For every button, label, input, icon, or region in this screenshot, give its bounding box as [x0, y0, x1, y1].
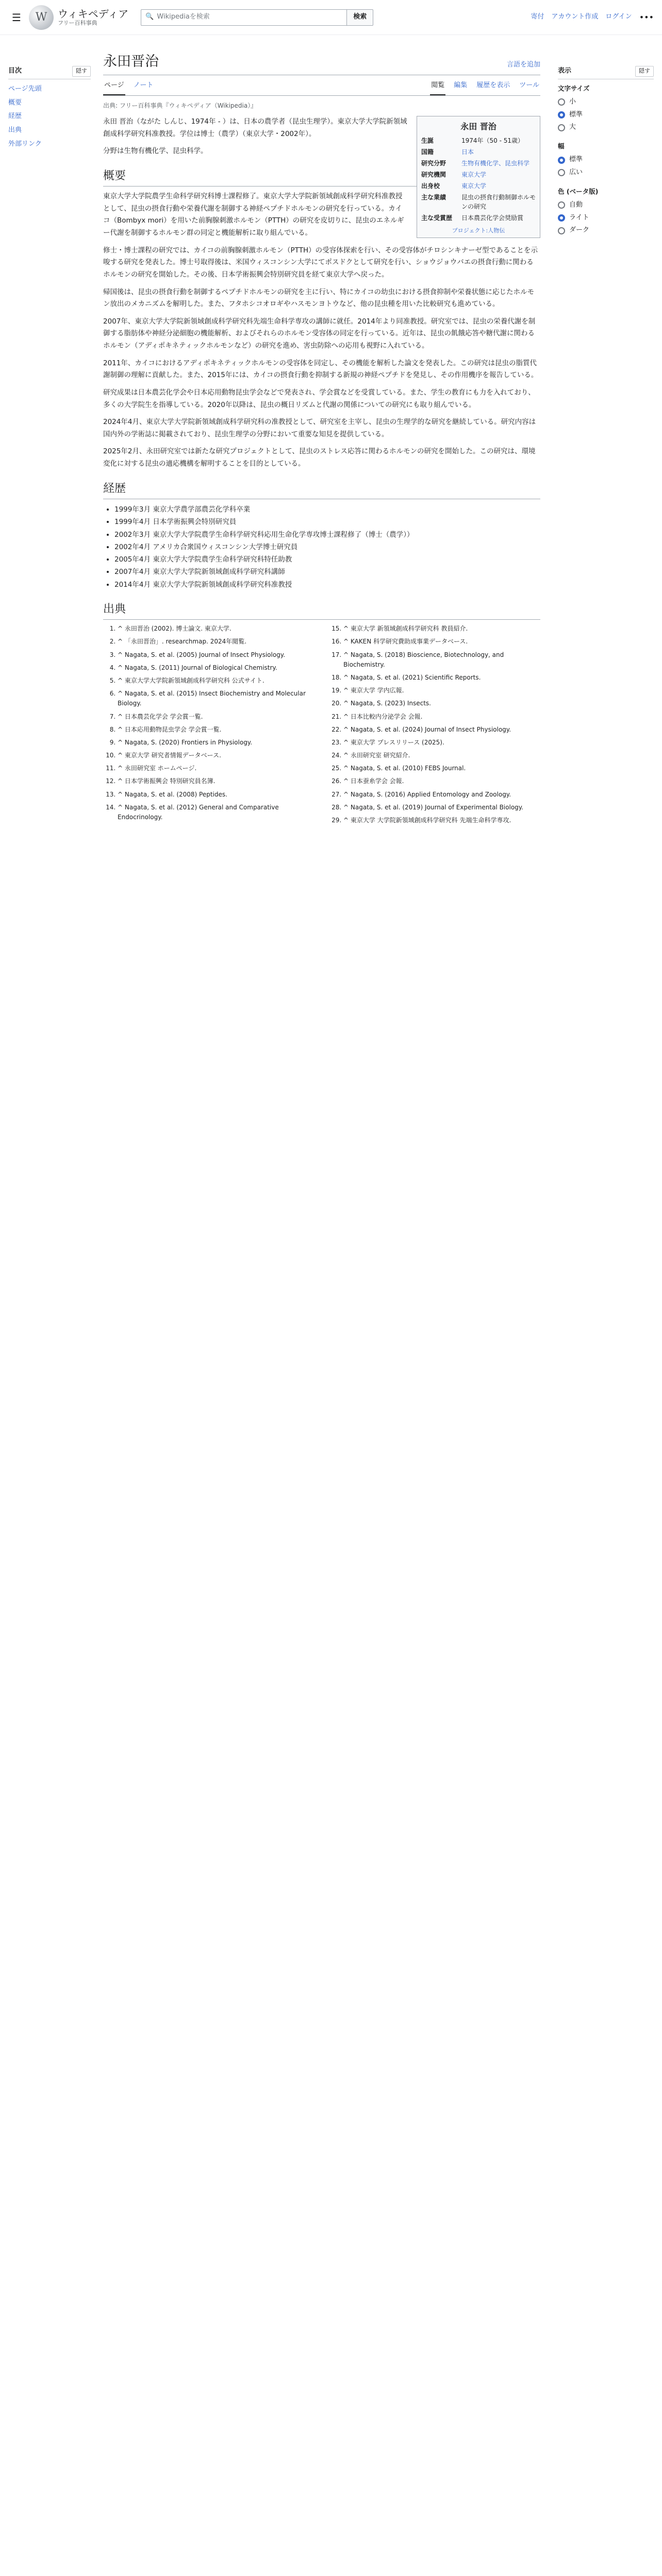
- option-label: 小: [569, 97, 576, 106]
- option-label: 広い: [569, 168, 583, 176]
- reference-item[interactable]: 22. ^ Nagata, S. et al. (2024) Journal of Insect Physiology.: [343, 725, 540, 735]
- toc-item-overview[interactable]: 概要: [8, 98, 22, 107]
- reference-item[interactable]: 19. ^ 東京大学 学内広報.: [343, 686, 540, 696]
- career-list: [114, 503, 540, 591]
- option-label: 標準: [569, 110, 583, 118]
- infobox-title: 永田 晋治: [460, 122, 496, 132]
- body-paragraph: 帰国後は、昆虫の摂食行動を制御するペプチドホルモンの研究を主に行い、特にカイコの幼虫における摂食抑制や栄養状態に応じたホルモン放出のメカニズムを解明した。また、フタホシコオロギやハスモンヨトウなど、他の昆虫種を用いた比較研究も進めている。: [103, 287, 535, 309]
- infobox: [417, 116, 540, 238]
- reference-item[interactable]: 10. ^ 東京大学 研究者情報データベース.: [118, 751, 315, 760]
- infobox-table: [419, 135, 538, 224]
- lead-paragraph-2: 分野は生物有機化学、昆虫科学。: [103, 147, 208, 156]
- body-paragraph: 2011年、カイコにおけるアディポキネティックホルモンの受容体を同定し、その機能を解析した論文を発表した。この研究は昆虫の脂質代謝制御の理解に貢献した。また、2015年には、カイコの摂食行動を抑制する新規の神経ペプチドを発見し、その作用機序を報告している。: [103, 359, 538, 380]
- option-label: 標準: [569, 156, 583, 164]
- color-group: [558, 187, 654, 237]
- search-form: [141, 9, 373, 26]
- logo-wordmark: ウィキペディア: [58, 7, 129, 20]
- add-language-button[interactable]: 言語を追加: [506, 61, 540, 69]
- toc-item-career[interactable]: 経歴: [8, 112, 22, 121]
- reference-item[interactable]: 11. ^ 永田研究室 ホームページ.: [118, 764, 315, 773]
- radio-dot-icon: [558, 201, 565, 209]
- reference-item[interactable]: 6. ^ Nagata, S. et al. (2015) Insect Biochemistry and Molecular Biology.: [118, 689, 315, 708]
- appearance-panel: [551, 35, 654, 827]
- search-input[interactable]: [141, 9, 347, 26]
- infobox-footer-link[interactable]: プロジェクト:人物伝: [452, 227, 505, 234]
- infobox-key: 生誕: [421, 137, 434, 145]
- infobox-row: [419, 212, 538, 224]
- appearance-header: [558, 66, 654, 79]
- section-heading-refs: 出典: [103, 600, 540, 620]
- radio-dot-icon: [558, 98, 565, 106]
- infobox-key: 研究機関: [421, 171, 446, 179]
- reference-item[interactable]: 8. ^ 日本応用動物昆虫学会 学会賞一覧.: [118, 725, 315, 735]
- infobox-key: 主な業績: [421, 194, 446, 201]
- career-item: • 2005年4月 東京大学大学院農学生命科学研究科特任助教: [114, 553, 540, 566]
- infobox-value[interactable]: 生物有機化学、昆虫科学: [461, 160, 530, 167]
- article-main: [91, 35, 551, 827]
- body-paragraph: 2007年、東京大学大学院新領域創成科学研究科先端生命科学専攻の講師に就任。2014年より同准教授。研究室では、昆虫の栄養代謝を制御する脂肪体や神経分泌細胞の機能解析、およびそれらのホルモン受容体の同定を行っている。近年は、昆虫の飢餓応答や糖代謝に関わるホルモン（アディポキネティックホルモンなど）の研究を進め、害虫防除への応用も視野に入れている。: [103, 317, 536, 350]
- toc-hide-button[interactable]: 隠す: [72, 66, 91, 77]
- infobox-value: 1974年（50 - 51歳）: [461, 137, 524, 145]
- career-item: • 2014年4月 東京大学大学院新領域創成科学研究科准教授: [114, 579, 540, 591]
- reference-item[interactable]: 13. ^ Nagata, S. et al. (2008) Peptides.: [118, 790, 315, 800]
- career-item: • 1999年3月 東京大学農学部農芸化学科卒業: [114, 503, 540, 516]
- body-paragraph: 研究成果は日本農芸化学会や日本応用動物昆虫学会などで発表され、学会賞などを受賞している。また、学生の教育にも力を入れており、多くの大学院生を指導している。2020年以降は、昆虫の概日リズムと代謝の関係についての研究にも取り組んでいる。: [103, 388, 535, 409]
- text-size-option[interactable]: [558, 121, 654, 134]
- infobox-key: 主な受賞歴: [421, 214, 453, 222]
- login-link[interactable]: ログイン: [605, 13, 632, 21]
- reference-item[interactable]: 17. ^ Nagata, S. (2018) Bioscience, Biotechnology, and Biochemistry.: [343, 650, 540, 670]
- toc-title: 目次: [8, 67, 22, 75]
- radio-dot-icon: [558, 124, 565, 131]
- reference-item[interactable]: 27. ^ Nagata, S. (2016) Applied Entomology and Zoology.: [343, 790, 540, 800]
- site-logo[interactable]: [29, 5, 128, 30]
- radio-dot-icon: [558, 111, 565, 118]
- text-size-option[interactable]: [558, 96, 654, 109]
- reference-item[interactable]: 9. ^ Nagata, S. (2020) Frontiers in Physiology.: [118, 738, 315, 748]
- infobox-key: 研究分野: [421, 160, 446, 167]
- tab-history[interactable]: 履歴を表示: [476, 81, 510, 90]
- infobox-row: [419, 180, 538, 192]
- reference-item[interactable]: 20. ^ Nagata, S. (2023) Insects.: [343, 699, 540, 708]
- infobox-row: [419, 158, 538, 169]
- reference-item[interactable]: 2. ^ 「永田晋治」. researchmap. 2024年閲覧.: [118, 637, 315, 647]
- reference-item[interactable]: 24. ^ 永田研究室 研究紹介.: [343, 751, 540, 760]
- text-size-group: [558, 83, 654, 134]
- body-paragraph: 修士・博士課程の研究では、カイコの前胸腺刺激ホルモン（PTTH）の受容体探索を行い、その受容体がチロシンキナーゼ型であることを示唆する研究を発表した。博士号取得後は、米国ウィスコンシン大学にてポスドクとして研究を行い、ショウジョウバエの摂食行動に関わるホルモンの研究を開始した。その後、日本学術振興会特別研究員を経て東京大学へ戻った。: [103, 246, 538, 279]
- body-paragraph: 東京大学大学院農学生命科学研究科博士課程修了。東京大学大学院新領域創成科学研究科准教授として、昆虫の摂食行動や栄養代謝を制御する神経ペプチドホルモンの研究を行っている。カイコ（Bombyx mori）を用いた前胸腺刺激ホルモン（PTTH）の研究を皮切りに、昆虫のエネルギー代謝を制御するホルモン群の同定と機能解析に取り組んでいる。: [103, 192, 404, 238]
- reference-item[interactable]: 15. ^ 東京大学 新領域創成科学研究科 教員紹介.: [343, 624, 540, 634]
- infobox-row: [419, 192, 538, 212]
- reference-item[interactable]: 28. ^ Nagata, S. et al. (2019) Journal of Experimental Biology.: [343, 803, 540, 812]
- radio-dot-icon: [558, 157, 565, 164]
- article-content: [103, 116, 540, 827]
- width-option[interactable]: [558, 154, 654, 166]
- lead-paragraph: 永田 晋治（ながた しんじ、1974年 - ）は、日本の農学者（昆虫生理学）。東京大学大学院新領域創成科学研究科准教授。学位は博士（農学）（東京大学・2002年）。: [103, 117, 407, 138]
- article-tabs: [103, 77, 540, 96]
- infobox-value[interactable]: 日本: [461, 148, 474, 156]
- appearance-hide-button[interactable]: 隠す: [635, 66, 654, 77]
- reference-item[interactable]: 1. ^ 永田晋治 (2002). 博士論文. 東京大学.: [118, 624, 315, 634]
- reference-item[interactable]: 21. ^ 日本比較内分泌学会 会報.: [343, 712, 540, 722]
- width-label: 幅: [558, 142, 565, 150]
- infobox-row: [419, 146, 538, 158]
- reference-item[interactable]: 29. ^ 東京大学 大学院新領域創成科学研究科 先端生命科学専攻.: [343, 816, 540, 825]
- option-label: 大: [569, 123, 576, 131]
- reference-item[interactable]: 18. ^ Nagata, S. et al. (2021) Scientific Reports.: [343, 673, 540, 683]
- create-account-link[interactable]: アカウント作成: [551, 13, 599, 21]
- toc-item-top[interactable]: ページ先頭: [8, 84, 42, 93]
- site-header: [0, 0, 662, 35]
- reference-item[interactable]: 26. ^ 日本蚕糸学会 会報.: [343, 776, 540, 786]
- infobox-key: 国籍: [421, 148, 434, 156]
- main-menu-icon[interactable]: ☰: [12, 11, 21, 24]
- reference-item[interactable]: 3. ^ Nagata, S. et al. (2005) Journal of Insect Physiology.: [118, 650, 315, 660]
- text-size-label: 文字サイズ: [558, 84, 590, 92]
- reference-list: [103, 624, 540, 827]
- infobox-key: 出身校: [421, 182, 440, 190]
- reference-item[interactable]: 14. ^ Nagata, S. et al. (2012) General and Comparative Endocrinology.: [118, 803, 315, 822]
- tab-edit[interactable]: 編集: [454, 81, 468, 90]
- width-option[interactable]: [558, 166, 654, 179]
- tab-page[interactable]: ページ: [103, 77, 125, 95]
- donate-link[interactable]: 寄付: [531, 13, 544, 21]
- toc-item-external[interactable]: 外部リンク: [8, 140, 42, 148]
- reference-item[interactable]: 12. ^ 日本学術振興会 特別研究員名簿.: [118, 776, 315, 786]
- search-icon: 🔍: [145, 13, 154, 21]
- option-label: 自動: [569, 200, 583, 209]
- tab-talk[interactable]: ノート: [133, 81, 154, 90]
- body-paragraph: 2025年2月、永田研究室では新たな研究プロジェクトとして、昆虫のストレス応答に関わるホルモンの研究を開始した。この研究は、環境変化に対する昆虫の適応機構を解明することを目的としている。: [103, 447, 536, 468]
- wikipedia-globe-icon: W: [29, 5, 54, 30]
- infobox-value: 昆虫の摂食行動制御ホルモンの研究: [461, 194, 536, 211]
- tab-tools[interactable]: ツール: [519, 81, 539, 90]
- infobox-value[interactable]: 東京大学: [461, 182, 487, 190]
- body-paragraph: 2024年4月、東京大学大学院新領域創成科学研究科の准教授として、研究室を主宰し、昆虫の生理学的な研究を継続している。研究内容は国内外の学術誌に掲載されており、昆虫生理学の分野において重要な知見を提供している。: [103, 418, 536, 438]
- color-option[interactable]: [558, 212, 654, 225]
- article-tagline: 出典: フリー百科事典『ウィキペディア（Wikipedia）』: [103, 101, 257, 109]
- table-of-contents: [8, 35, 91, 827]
- reference-item[interactable]: 5. ^ 東京大学大学院新領域創成科学研究科 公式サイト.: [118, 676, 315, 686]
- reference-item[interactable]: 23. ^ 東京大学 プレスリリース (2025).: [343, 738, 540, 748]
- color-label: 色 (ベータ版): [558, 187, 599, 195]
- career-item: • 2002年4月 アメリカ合衆国ウィスコンシン大学博士研究員: [114, 541, 540, 553]
- reference-item[interactable]: 25. ^ Nagata, S. et al. (2010) FEBS Journal.: [343, 764, 540, 773]
- reference-item[interactable]: 7. ^ 日本農芸化学会 学会賞一覧.: [118, 712, 315, 722]
- career-item: • 1999年4月 日本学術振興会特別研究員: [114, 516, 540, 528]
- option-label: ライト: [569, 213, 589, 222]
- width-group: [558, 141, 654, 179]
- text-size-option[interactable]: [558, 109, 654, 122]
- tab-read[interactable]: 閲覧: [430, 77, 445, 95]
- infobox-row: [419, 135, 538, 146]
- logo-tagline: フリー百科事典: [58, 19, 97, 26]
- radio-dot-icon: [558, 227, 565, 234]
- toc-item-refs[interactable]: 出典: [8, 126, 22, 134]
- career-item: • 2007年4月 東京大学大学院新領域創成科学研究科講師: [114, 566, 540, 578]
- section-heading-career: 経歴: [103, 480, 540, 499]
- section-heading-overview: 概要: [103, 167, 540, 187]
- reference-item[interactable]: 16. ^ KAKEN 科学研究費助成事業データベース.: [343, 637, 540, 647]
- color-option[interactable]: [558, 224, 654, 237]
- infobox-value[interactable]: 東京大学: [461, 171, 487, 179]
- more-options-icon[interactable]: •••: [639, 12, 654, 22]
- career-item: • 2002年3月 東京大学大学院農学生命科学研究科応用生命化学専攻博士課程修了（博士（農学））: [114, 529, 540, 541]
- infobox-row: [419, 169, 538, 180]
- toc-header: [8, 66, 91, 79]
- user-links: [531, 11, 654, 24]
- reference-item[interactable]: 4. ^ Nagata, S. (2011) Journal of Biological Chemistry.: [118, 663, 315, 673]
- search-button[interactable]: 検索: [347, 9, 373, 26]
- search-placeholder: Wikipediaを検索: [157, 13, 210, 21]
- infobox-value: 日本農芸化学会奨励賞: [461, 214, 524, 222]
- radio-dot-icon: [558, 214, 565, 222]
- option-label: ダーク: [569, 226, 590, 234]
- appearance-title: 表示: [558, 67, 572, 75]
- color-option[interactable]: [558, 199, 654, 212]
- page-title: 永田晋治: [103, 54, 159, 70]
- radio-dot-icon: [558, 169, 565, 176]
